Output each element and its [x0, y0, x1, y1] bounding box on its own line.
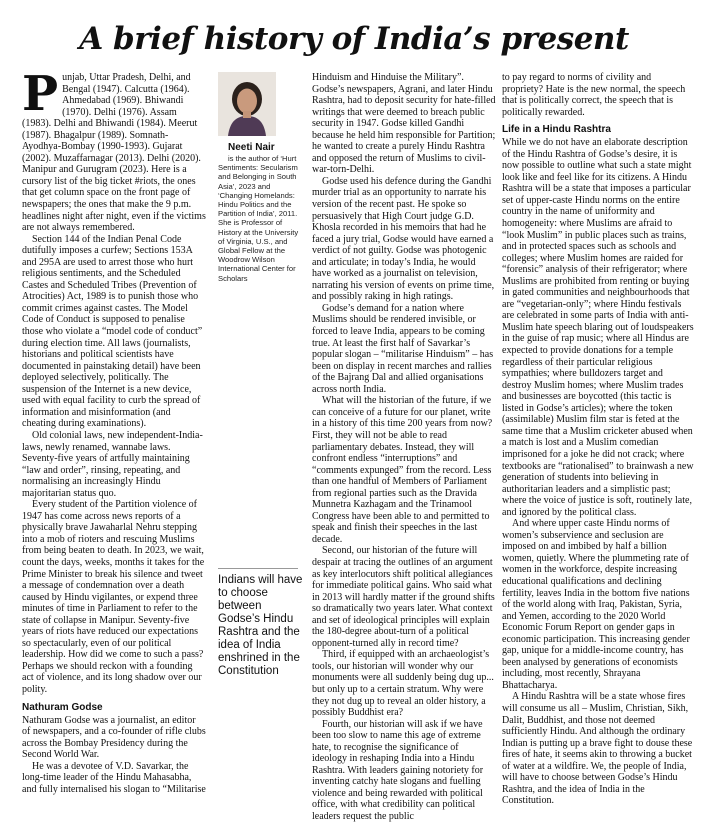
author-portrait — [218, 72, 276, 136]
paragraph: Third, if equipped with an archaeologist’s tools, our historian will wonder why our monuments were all suddenly being dug up... but only up to a certain stratum. Why were they not dug up to reveal an older history, a possibly Buddhist era? — [312, 649, 494, 719]
headline: A brief history of India’s present — [79, 21, 629, 57]
author-bio: is the author of ‘Hurt Sentiments: Secularism and Belonging in South Asia’, 2023 and ‘Changing Homelands: Hindu Politics and the Partition of India’, 2011. She is Professor of History at the University of Virginia, U.S., and Global Fellow at the Woodrow Wilson International Center for Scholars — [218, 154, 299, 283]
portrait-image — [218, 72, 276, 136]
paragraph: While we do not have an elaborate description of the Hindu Rashtra of Godse’s desire, it is now possible to outline what such a state might look like and feel like for its citizens. A Hindu Rashtra will be a state that imposes a particular set of upper-caste Hindu norms on the entire country in the name of uniformity and homogeneity: where Muslims are afraid to “look Muslim” in public places such as trains, and in protected spaces such as schools and colleges; where Muslim homes are raided for “forensic” analysis of their refrigerator; where Muslims are prohibited from renting or buying in gated communities and neighbourhoods that are “vegetarian-only”; where Hindu festivals are celebrated in some parts of India with anti-Muslim hate speech blaring out of loudspeakers in the guise of rap music; where all Hindus are expected to provide donations for a temple regardless of their particular religious sympathies; where bulldozers target and destroy Muslim homes; where Muslim trades and businesses are boycotted (this tactic is listed in Godse’s articles); where the token (assimilable) Muslim film star is feted at the same time that a Muslim cricketer abused when a match is lost and a Muslim comedian imprisoned for a joke he did not crack; where textbooks are “rationalised” to brainwash a new generation of students into believing in authoritarian leaders and a simplistic past; where the voice of justice is soft, routinely late, and ignored by the political class. — [502, 137, 694, 518]
paragraph: Fourth, our historian will ask if we have been too slow to name this age of extreme hate, to recognise the significance of ideology in reshaping India into a Hindu Rashtra. With leaders gaining notoriety for inventing catchy hate slogans and fuelling violence and being rewarded with political office, with what credibility can political leaders request the public — [312, 718, 484, 822]
paragraph: A Hindu Rashtra will be a state whose fires will consume us all – Muslim, Christian, Sikh, Dalit, Buddhist, and those not deemed sufficiently Hindu. And although the ordinary Indian is putting up a brave fight to douse these fires of hate, it seems akin to throwing a bucket of water at a wildfire. We, the people of India, will have to choose between Godse’s Hindu Rashtra, and the idea of India in the Constitution. — [502, 691, 693, 807]
paragraph: Section 144 of the Indian Penal Code dutifully imposes a curfew; Sections 153A and 295A are used to arrest those who hurt religious sentiments, and the Scheduled Castes and Scheduled Tribes (Prevention of Atrocities) Act, 1989 is to punish those who commit crimes against castes. The Model Code of Conduct is supposed to penalise those who violate a “model code of conduct” during election time. All laws (journalists, historians and political scientists have documented in painstaking detail) have been deployed selectively, politically. The suspension of the Internet is a new device, used with equal facility to curb the spread of information and misinformation (and cheating during examinations). — [22, 233, 203, 430]
column-4 — [502, 72, 694, 807]
paragraph: Nathuram Godse was a journalist, an editor of newspapers, and a co-founder of rifle clubs across the Bombay Presidency during the Second World War. — [22, 714, 206, 761]
pull-quote: Indians will have to choose between Godse’s Hindu Rashtra and the idea of India enshrined in the Constitution — [218, 574, 303, 677]
author-name: Neeti Nair — [228, 142, 275, 153]
paragraph: And where upper caste Hindu norms of women’s subservience and seclusion are imposed on and imbibed by half a billion women, quietly. Where the plummeting rate of women in the workforce, despite increasing educational qualifications and declining fertility, leaves India in the bottom five nations of the world along with Iraq, Pakistan, Syria, and Yemen, according to the 2020 World Economic Forum Report on gender gaps in economic participation. This increasing gender gap, unique for a middle-income country, has been analysed by generations of economists including, most recently, Shrayana Bhattacharya. — [502, 518, 690, 691]
pull-quote-rule — [218, 568, 298, 569]
paragraph: What will the historian of the future, if we can conceive of a future for our planet, write in a history of this time 200 years from now? First, they will not be able to read parliamentary debates. Instead, they will confront endless “interruptions” and “comments expunged” from the record. Less than one handful of Members of Parliament from regional parties such as the Dravida Munnetra Kazhagam and the Trinamool Congress have been able to and permitted to speak and finish their speeches in the last decade. — [312, 395, 493, 545]
paragraph: Old colonial laws, new independent-India-laws, newly renamed, wannabe laws. Seventy-five years of artfully maintaining “law and order”, rinsing, repeating, and normalising an increasingly Hindu majoritarian status quo. — [22, 429, 203, 499]
column-1 — [22, 66, 206, 795]
drop-cap: P — [22, 66, 59, 122]
paragraph: Hinduism and Hinduise the Military”. Godse’s newspapers, Agrani, and later Hindu Rashtra, had to deposit security for hate-filled writings that were deemed to breach public security in 1947. Godse killed Gandhi because he held him responsible for Partition; he wanted to create a purely Hindu Rashtra and opposed the return of Muslims to civil-war-torn-Delhi. — [312, 72, 496, 176]
paragraph: He was a devotee of V.D. Savarkar, the long-time leader of the Hindu Mahasabha, and fully internalised his slogan to “Militarise — [22, 760, 206, 795]
section-heading: Life in a Hindu Rashtra — [502, 124, 611, 136]
paragraph: Second, our historian of the future will despair at tracing the outlines of an argument as key interlocutors shift political allegiances for immediate political gains. Who said what in 2013 will hardly matter if the ground shifts so dramatically two years later. What context and set of ideological principles will explain the 180-degree about-turn of a political opponent-turned ally in record time? — [312, 545, 495, 649]
paragraph: to pay regard to norms of civility and propriety? Hate is the new normal, the speech that is politically correct, the speech that is politically rewarded. — [502, 72, 686, 118]
column-3 — [312, 72, 496, 822]
paragraph: Godse used his defence during the Gandhi murder trial as an opportunity to narrate his version of the recent past. He spoke so persuasively that High Court judge G.D. Khosla recorded in his memoirs that had he faced a jury trial, Godse would have earned a verdict of not guilty. Godse was photogenic and articulate; in today’s India, he would have worked as a journalist on television, narrating his version of events on prime time, and possibly raking in high ratings. — [312, 175, 495, 303]
paragraph: unjab, Uttar Pradesh, Delhi, and Bengal (1947). Calcutta (1964). Ahmedabad (1969). Bhiwandi (1970). Delhi (1976). Assam (1983). Delhi and Bhiwandi (1984). Meerut (1987). Bhagalpur (1989). Somnath-Ayodhya-Bombay (1990-1993). Gujarat (2002). Muzaffarnagar (2013). Delhi (2020). Manipur and Gurugram (2023). Here is a cursory list of the big ticket #riots, the ones that get column space on the front page of newspapers; the ones that make the 9 p.m. headlines night after night, even if the victims are not always remembered. — [22, 72, 206, 234]
paragraph: Godse’s demand for a nation where Muslims should be rendered invisible, or forced to leave India, appears to be coming true. At least the first half of Savarkar’s popular slogan – “militarise Hinduism” – has been on display in recent marches and rallies of the Bajrang Dal and allied organisations across north India. — [312, 302, 494, 395]
paragraph: Every student of the Partition violence of 1947 has come across news reports of a physically brave Jawaharlal Nehru stepping into a mob of rioters and rescuing Muslims from being beaten to death. In 2023, we wait, count the days, weeks, months it takes for the Prime Minister to break his silence and tweet a message of condemnation over a death caused by Hindu vigilantes, or expend three minutes of time in Parliament to refer to the state of collapse in Manipur. Seventy-five years of riots have reduced our expectations so spectacularly, even of our political leadership. How did we come to such a pass? Perhaps we should reckon with a founding act of violence, and its long shadow over our polity. — [22, 499, 205, 695]
section-heading: Nathuram Godse — [22, 701, 103, 713]
